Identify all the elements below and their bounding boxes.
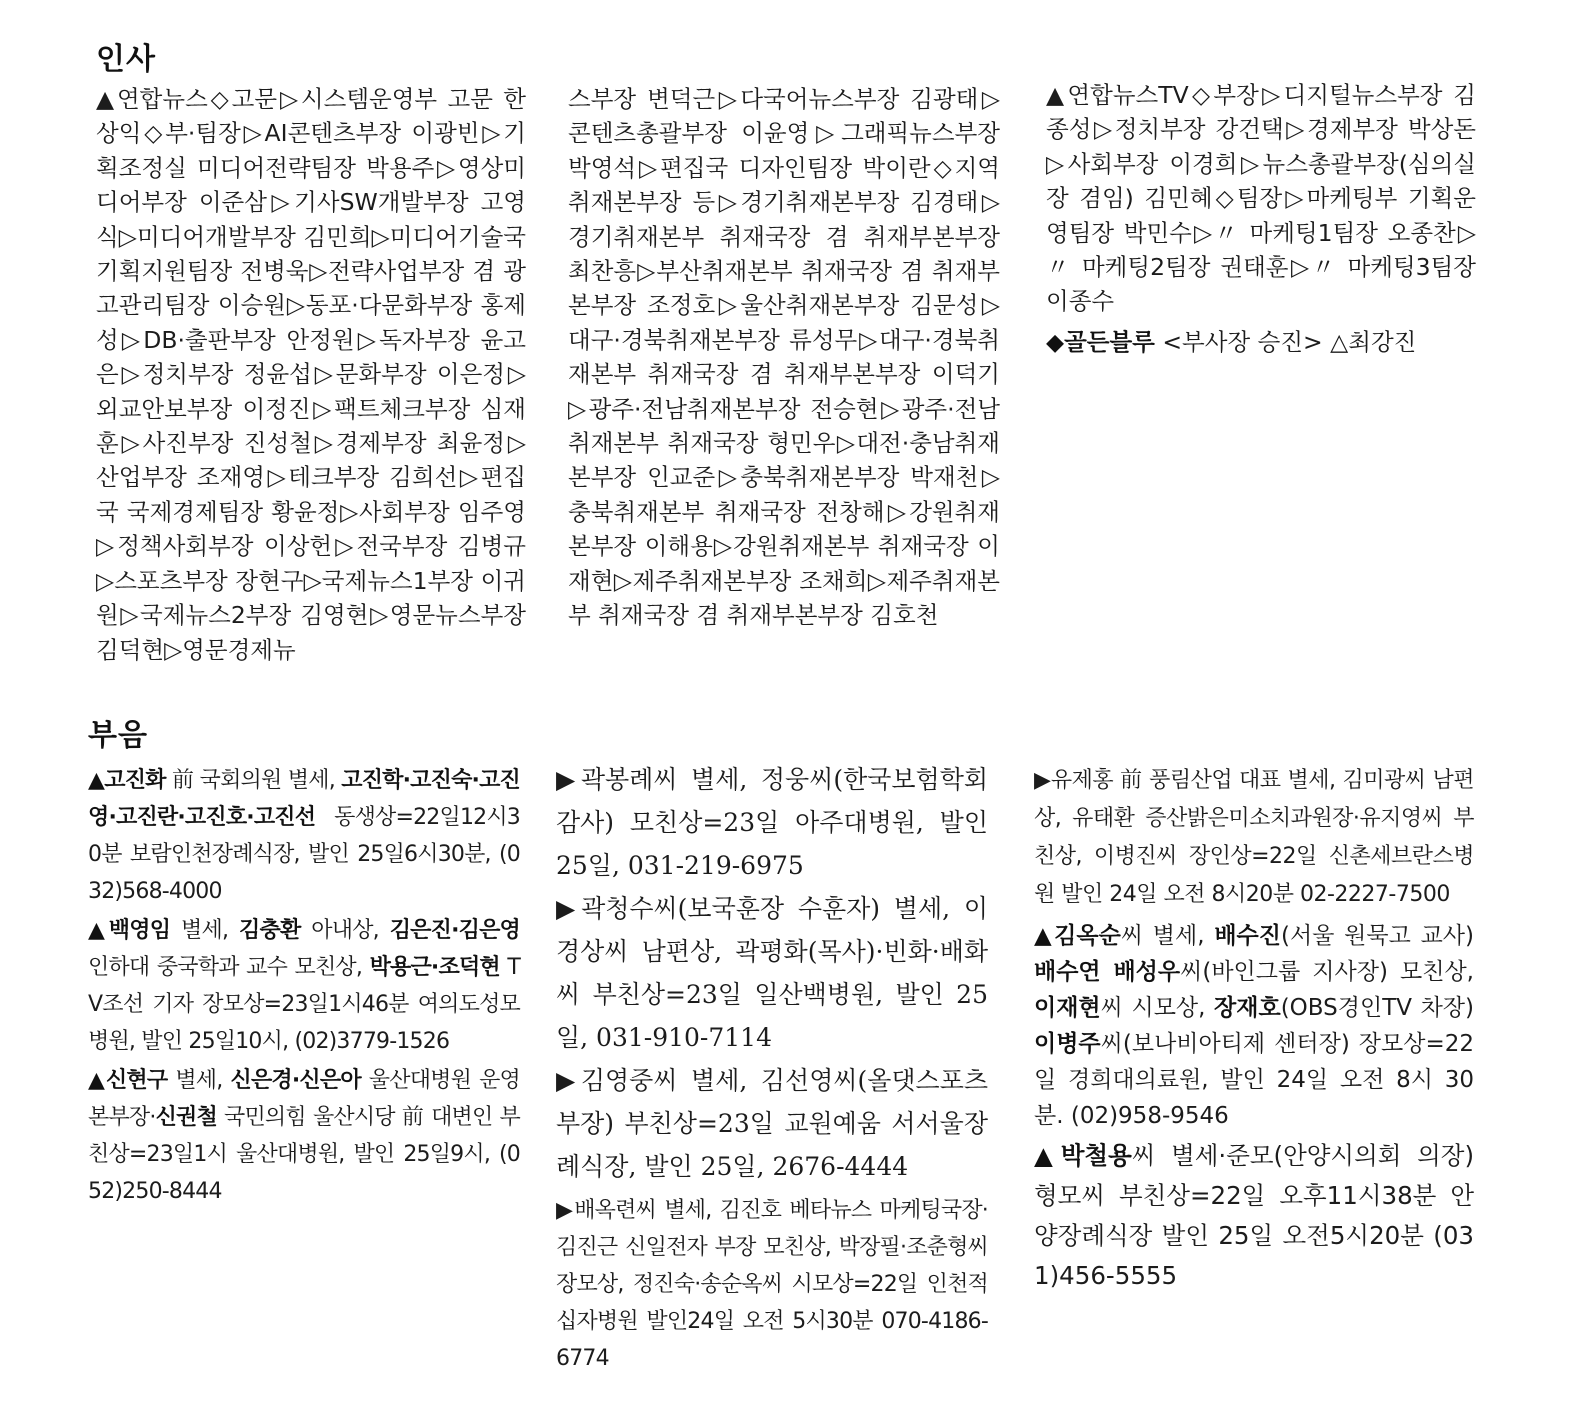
family-name: 장재호 <box>1214 995 1281 1021</box>
personnel-entry <box>1046 325 1476 359</box>
obituary-title: 부음 <box>88 718 148 753</box>
obituary-item <box>1034 1136 1474 1296</box>
obituary-column-3 <box>1034 762 1474 1298</box>
obituary-text: (OBS경인TV 차장) <box>1280 995 1474 1021</box>
obituary-item: ▶배옥련씨 별세, 김진호 베타뉴스 마케팅국장·김진근 신일전자 부장 모친상, 박장필·조춘형씨 장모상, 정진숙·송순옥씨 시모상=22일 인천적십자병원 발인24일 오전 5시30분 070-4186-6774 <box>556 1198 988 1371</box>
family-name: 이재현 <box>1034 995 1101 1021</box>
obituary-item: ▶곽봉례씨 별세, 정웅씨(한국보험학회 감사) 모친상=23일 아주대병원, 발인 25일, 031-219-6975 <box>556 765 988 880</box>
obituary-text: 씨 별세·준모(안양시의회 의장) 형모씨 부친상=22일 오후11시38분 안양장례식장 발인 25일 오전5시20분 (031)456-5555 <box>1034 1141 1474 1290</box>
obituary-text: 인하대 중국학과 교수 모친상, <box>88 955 370 980</box>
obituary-text: 동생상=22일12시30분 보람인천장례식장, 발인 25일6시30분, (032)568-4000 <box>88 805 520 904</box>
family-name: 이병주 <box>1034 1031 1101 1057</box>
obituary-item <box>88 762 520 910</box>
deceased-name: ▲고진화 <box>88 768 166 793</box>
obituary-text: (서울 원묵고 교사) <box>1280 923 1474 949</box>
obituary-text: 씨(보나비아티제 센터장) 장모상=22일 경희대의료원, 발인 24일 오전 8시 30분. (02)958-9546 <box>1034 1031 1474 1129</box>
deceased-name: ▲박철용 <box>1034 1141 1132 1170</box>
deceased-name: ▲김옥순 <box>1034 923 1121 949</box>
family-name: 김충환 <box>239 918 301 943</box>
obituary-column-2 <box>556 758 988 1377</box>
obituary-text: TV조선 기자 장모상=23일1시46분 여의도성모병원, 발인 25일10시, (02)3779-1526 <box>88 955 520 1054</box>
obituary-text: 별세, <box>170 918 240 943</box>
obituary-text: 국민의힘 울산시당 前 대변인 부친상=23일1시 울산대병원, 발인 25일9시, (052)250-8444 <box>88 1105 520 1204</box>
obituary-item: ▶김영중씨 별세, 김선영씨(올댓스포츠 부장) 부친상=23일 교원예움 서서울장례식장, 발인 25일, 2676-4444 <box>556 1066 988 1181</box>
obituary-text: 씨 시모상, <box>1100 995 1215 1021</box>
obituary-item <box>88 1062 520 1210</box>
family-name: 박용근·조덕현 <box>369 955 500 980</box>
family-name: 신은경·신은아 <box>230 1068 361 1093</box>
personnel-text: <부사장 승진> △최강진 <box>1154 327 1417 356</box>
personnel-text: ▲연합뉴스TV◇부장▷디지털뉴스부장 김종성▷정치부장 강건택▷경제부장 박상돈▷사회부장 이경희▷뉴스총괄부장(심의실장 겸임) 김민혜◇팀장▷마케팅부 기획운영팀장 박민수▷〃 마케팅1팀장 오종찬▷〃 마케팅2팀장 권태훈▷〃 마케팅3팀장 이종수 <box>1046 81 1476 316</box>
family-name: 신권철 <box>155 1105 217 1130</box>
personnel-text: 스부장 변덕근▷다국어뉴스부장 김광태▷콘텐츠총괄부장 이윤영▷그래픽뉴스부장 박영석▷편집국 디자인팀장 박이란◇지역 취재본부장 등▷경기취재본부장 김경태▷경기취재본부 취재국장 겸 취재부본부장 최찬흥▷부산취재본부 취재국장 겸 취재부본부장 조정호▷울산취재본부장 김문성▷대구·경북취재본부장 류성무▷대구·경북취재본부 취재국장 겸 취재부본부장 이덕기▷광주·전남취재본부장 전승현▷광주·전남취재본부 취재국장 형민우▷대전·충남취재본부장 인교준▷충북취재본부장 박재천▷충북취재본부 취재국장 전창해▷강원취재본부장 이해용▷강원취재본부 취재국장 이재현▷제주취재본부장 조채희▷제주취재본부 취재국장 겸 취재부본부장 김호천 <box>568 85 1000 630</box>
personnel-title: 인사 <box>96 42 156 77</box>
personnel-text: ▲연합뉴스◇고문▷시스템운영부 고문 한상익◇부·팀장▷AI콘텐츠부장 이광빈▷기획조정실 미디어전략팀장 박용주▷영상미디어부장 이준삼▷기사SW개발부장 고영식▷미디어개발부장 김민희▷미디어기술국 기획지원팀장 전병욱▷전략사업부장 겸 광고관리팀장 이승원▷동포·다문화부장 홍제성▷DB·출판부장 안정원▷독자부장 윤고은▷정치부장 정윤섭▷문화부장 이은정▷외교안보부장 이정진▷팩트체크부장 심재훈▷사진부장 진성철▷경제부장 최윤정▷산업부장 조재영▷테크부장 김희선▷편집국 국제경제팀장 황윤정▷사회부장 임주영▷정책사회부장 이상헌▷전국부장 김병규▷스포츠부장 장현구▷국제뉴스1부장 이귀원▷국제뉴스2부장 김영현▷영문뉴스부장 김덕현▷영문경제뉴 <box>96 85 526 664</box>
deceased-name: ▲백영임 <box>88 918 171 943</box>
obituary-text: 아내상, <box>300 918 390 943</box>
family-name: 배수진 <box>1214 923 1281 949</box>
obituary-text: 前 국회의원 별세, <box>165 768 342 793</box>
personnel-column-1 <box>96 82 526 667</box>
company-name: ◆골든블루 <box>1046 327 1155 356</box>
personnel-column-3 <box>1046 78 1476 359</box>
family-name: 김은진·김은영 <box>389 918 521 943</box>
personnel-column-2 <box>568 82 1000 633</box>
obituary-text: 씨(바인그룹 지사장) 모친상, <box>1180 959 1474 985</box>
deceased-name: ▲신현구 <box>88 1068 168 1093</box>
obituary-column-1 <box>88 762 520 1212</box>
obituary-text: 울산대병원 운영본부장· <box>88 1068 521 1130</box>
obituary-item: ▶유제홍 前 풍림산업 대표 별세, 김미광씨 남편상, 유태환 증산밝은미소치과원장·유지영씨 부친상, 이병진씨 장인상=22일 신촌세브란스병원 발인 24일 오전 8시20분 02-2227-7500 <box>1034 768 1474 907</box>
obituary-item <box>88 912 520 1060</box>
family-name: 고진학·고진숙·고진영·고진란·고진호·고진선 <box>88 768 520 830</box>
obituary-text: 씨 별세, <box>1120 923 1215 949</box>
obituary-item <box>1034 918 1474 1134</box>
family-name: 배수연 배성우 <box>1034 959 1181 985</box>
obituary-item: ▶곽청수씨(보국훈장 수훈자) 별세, 이경상씨 남편상, 곽평화(목사)·빈화·배화씨 부친상=23일 일산백병원, 발인 25일, 031-910-7114 <box>556 894 988 1052</box>
obituary-text: 별세, <box>167 1068 231 1093</box>
